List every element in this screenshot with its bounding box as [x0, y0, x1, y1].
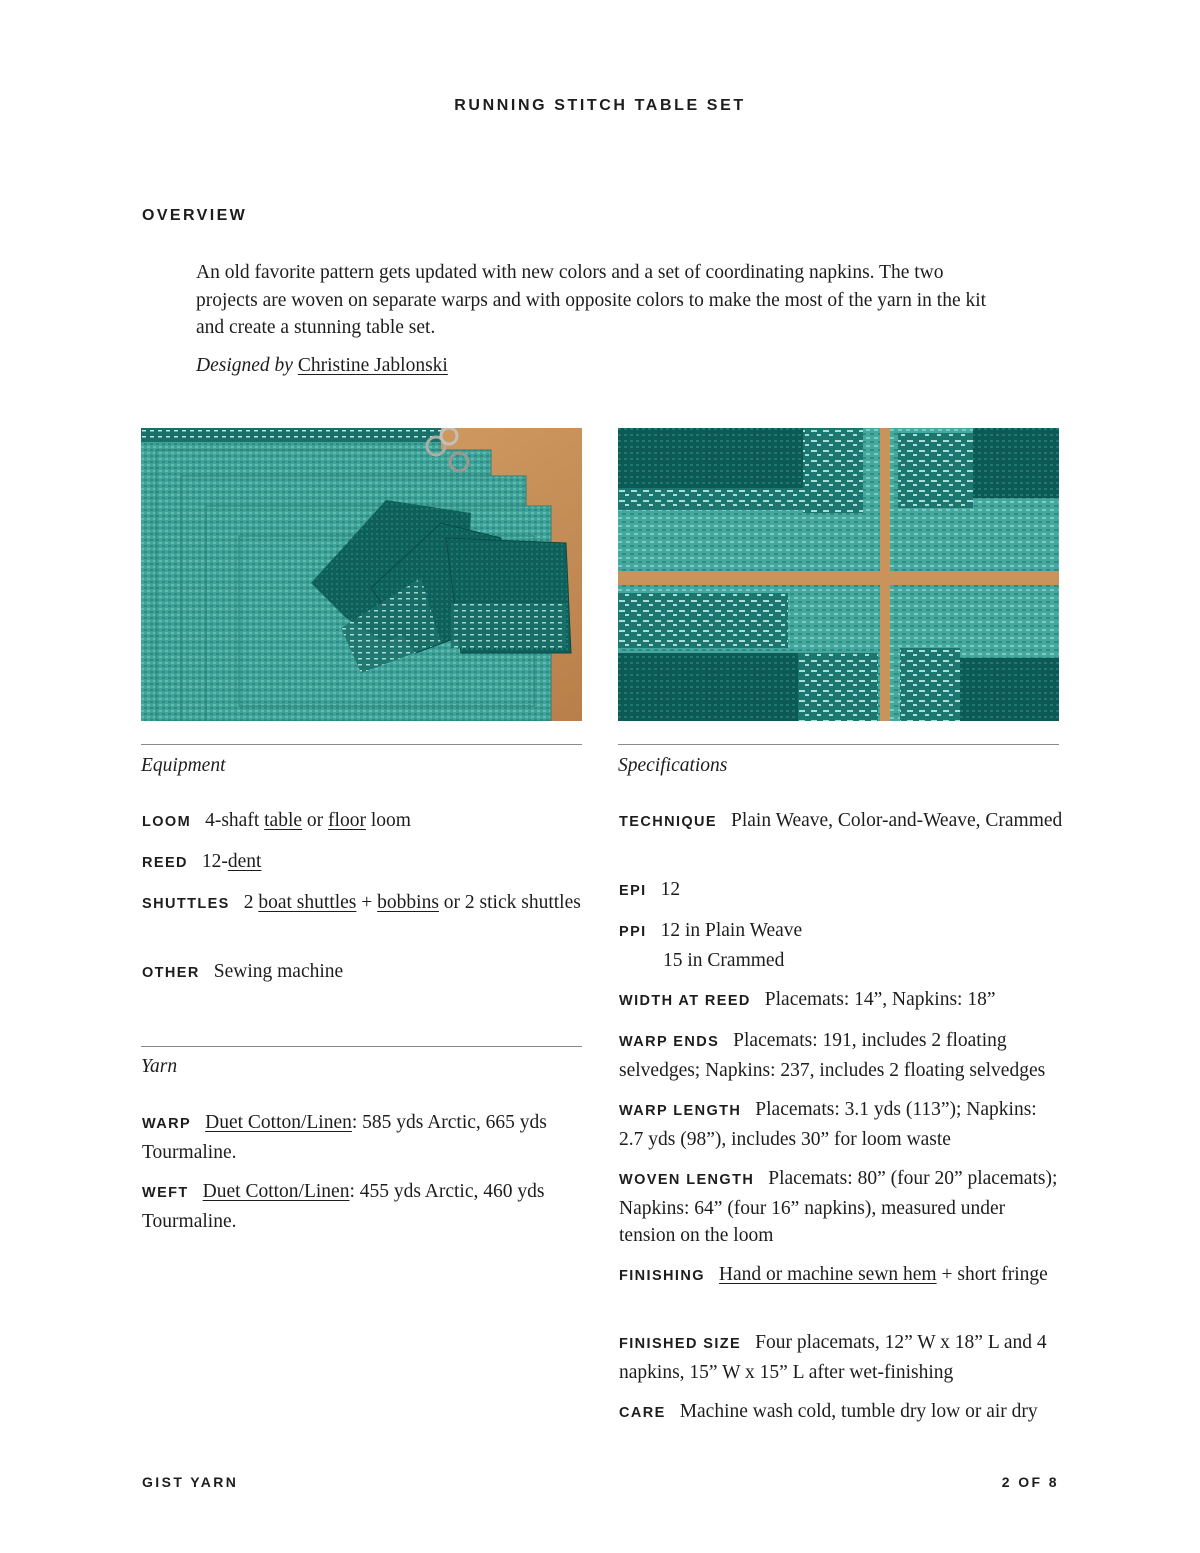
yarn-heading: Yarn — [141, 1056, 178, 1077]
warp-ends-value: Placemats: 191, includes 2 floating selvedges; Napkins: 237, includes 2 floating selvedges — [619, 1030, 1046, 1081]
reed-field — [142, 848, 587, 878]
shuttles-field — [142, 889, 587, 919]
finished-size-field — [619, 1329, 1064, 1386]
footer-brand: GIST YARN — [142, 1474, 239, 1490]
woven-length-value: Placemats: 80” (four 20” placemats); Napkins: 64” (four 16” napkins), measured under tension on the loom — [619, 1168, 1058, 1246]
finished-size-label: FINISHED SIZE — [619, 1336, 742, 1352]
specifications-heading: Specifications — [618, 755, 728, 776]
other-label: OTHER — [142, 965, 200, 981]
loom-text: 4-shaft — [205, 810, 265, 831]
designed-by-label: Designed by — [196, 355, 293, 376]
technique-field — [619, 807, 1064, 837]
document-title: RUNNING STITCH TABLE SET — [454, 97, 746, 114]
yarn-divider — [141, 1046, 582, 1047]
shuttles-plus: + — [356, 892, 378, 913]
technique-value: Plain Weave, Color-and-Weave, Crammed — [731, 810, 1063, 831]
warp-ends-label: WARP ENDS — [619, 1034, 720, 1050]
ppi-label: PPI — [619, 924, 647, 940]
width-at-reed-value: Placemats: 14”, Napkins: 18” — [764, 989, 996, 1010]
table-loom-link[interactable]: table — [264, 810, 303, 831]
warp-length-value: Placemats: 3.1 yds (113”); Napkins: 2.7 yds (98”), includes 30” for loom waste — [619, 1099, 1037, 1150]
four-placemats-closeup-image — [618, 428, 1059, 721]
dent-link[interactable]: dent — [227, 851, 262, 872]
bobbins-link[interactable]: bobbins — [377, 892, 439, 913]
equipment-heading: Equipment — [141, 755, 226, 776]
intro-text: An old favorite pattern gets updated with new colors and a set of coordinating napkins. The two projects are woven on separate warps and with opposite colors to make the most of the yarn in the kit and create a stunning table set. — [196, 262, 987, 338]
warp-yarn-link[interactable]: Duet Cotton/Linen — [205, 1112, 352, 1133]
epi-field — [619, 876, 1064, 906]
shuttles-text: 2 — [243, 892, 259, 913]
other-value: Sewing machine — [213, 961, 344, 982]
loom-text-end: loom — [365, 810, 411, 831]
page-number: 2 OF 8 — [1001, 1474, 1059, 1490]
hem-link[interactable]: Hand or machine sewn hem — [718, 1264, 937, 1285]
finishing-field — [619, 1261, 1064, 1291]
four-placemats-closeup-photo — [618, 428, 1059, 721]
warp-length-label: WARP LENGTH — [619, 1103, 742, 1119]
warp-field — [142, 1109, 587, 1166]
boat-shuttles-link[interactable]: boat shuttles — [258, 892, 357, 913]
finished-size-value: Four placemats, 12” W x 18” L and 4 napkins, 15” W x 15” L after wet-finishing — [619, 1332, 1047, 1383]
warp-length-field — [619, 1096, 1064, 1153]
weft-field — [142, 1178, 587, 1235]
epi-value: 12 — [660, 879, 681, 900]
placemats-and-napkins-image — [141, 428, 582, 721]
overview-heading: OVERVIEW — [142, 207, 248, 224]
warp-ends-field — [619, 1027, 1064, 1084]
placemats-and-napkins-photo — [141, 428, 582, 721]
epi-label: EPI — [619, 883, 647, 899]
weft-yarn-link[interactable]: Duet Cotton/Linen — [202, 1181, 350, 1202]
reed-label: REED — [142, 855, 188, 871]
designer-link[interactable]: Christine Jablonski — [297, 355, 448, 376]
loom-field — [142, 807, 587, 837]
width-at-reed-label: WIDTH AT REED — [619, 993, 751, 1009]
technique-label: TECHNIQUE — [619, 814, 717, 830]
equipment-divider — [141, 744, 582, 745]
floor-loom-link[interactable]: floor — [328, 810, 366, 831]
ppi-value-crammed: 15 in Crammed — [663, 949, 785, 971]
finishing-value: + short fringe — [936, 1264, 1048, 1285]
specifications-divider — [618, 744, 1059, 745]
care-field — [619, 1398, 1064, 1428]
reed-text: 12- — [201, 851, 228, 872]
warp-value: : 585 yds Arctic, 665 yds Tourmaline. — [142, 1112, 547, 1163]
ppi-field — [619, 917, 1064, 974]
weft-value: : 455 yds Arctic, 460 yds Tourmaline. — [142, 1181, 545, 1232]
loom-label: LOOM — [142, 814, 192, 830]
overview-intro — [196, 259, 996, 342]
woven-length-field — [619, 1165, 1064, 1250]
designer-credit — [196, 355, 448, 377]
warp-label: WARP — [142, 1116, 192, 1132]
shuttles-label: SHUTTLES — [142, 896, 230, 912]
weft-label: WEFT — [142, 1185, 189, 1201]
shuttles-text-end: or 2 stick shuttles — [438, 892, 581, 913]
care-value: Machine wash cold, tumble dry low or air dry — [679, 1401, 1038, 1422]
care-label: CARE — [619, 1405, 666, 1421]
ppi-value-plain: 12 in Plain Weave — [660, 920, 803, 941]
width-at-reed-field — [619, 986, 1064, 1016]
other-field — [142, 958, 587, 988]
finishing-label: FINISHING — [619, 1268, 705, 1284]
loom-text-or: or — [302, 810, 329, 831]
woven-length-label: WOVEN LENGTH — [619, 1172, 755, 1188]
